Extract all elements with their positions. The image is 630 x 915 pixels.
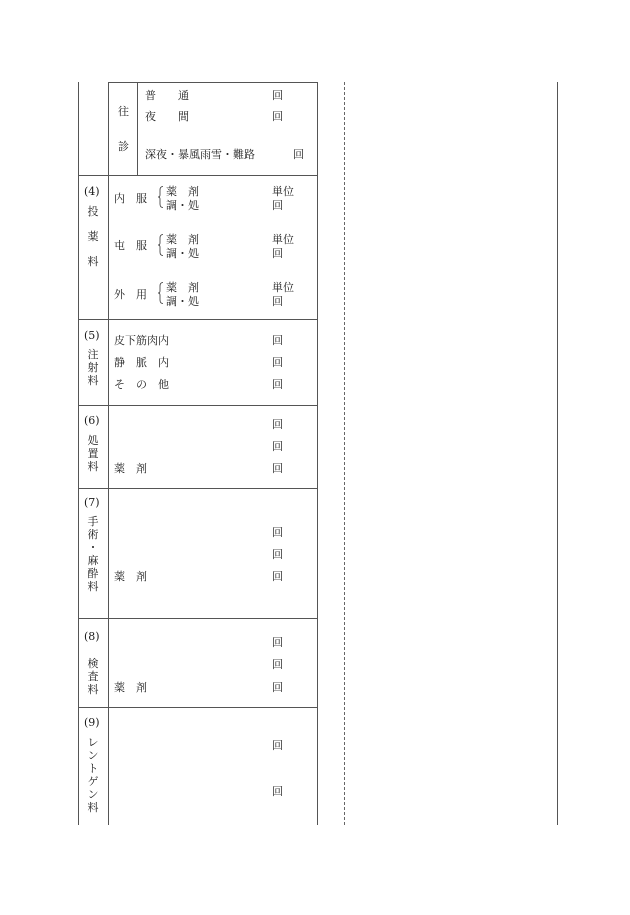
section-label-char: 投 [87, 205, 99, 218]
count-unit: 回 [272, 462, 283, 475]
section-label-char: 検 [87, 657, 99, 670]
drug-label: 薬 剤 [114, 681, 147, 694]
injection-row-label: 皮下筋肉内 [114, 334, 169, 347]
row-divider-shochi [78, 488, 317, 489]
oushin-row-label: 夜 間 [145, 110, 189, 123]
section-number: (8) [84, 630, 100, 643]
section-label-char: 手 [87, 515, 99, 528]
oushin-row-unit: 回 [272, 89, 283, 102]
drug-label: 薬 剤 [114, 462, 147, 475]
section-number: (6) [84, 414, 100, 427]
content-column-right-border [317, 82, 318, 825]
count-unit: 回 [272, 636, 283, 649]
injection-row-unit: 回 [272, 378, 283, 391]
left-brace-icon [158, 186, 163, 208]
medication-group-name: 屯 服 [114, 239, 147, 252]
section-label-char: 注 [87, 348, 99, 361]
section-label-vertical [86, 206, 100, 269]
right-border [557, 82, 558, 825]
section-number: (7) [84, 496, 100, 509]
count-unit: 回 [272, 739, 283, 752]
medication-item-unit: 回 [272, 295, 283, 308]
left-brace-icon [158, 282, 163, 304]
section-label-char: 料 [87, 460, 99, 473]
medication-item-label: 調・処 [166, 199, 199, 212]
oushin-row-unit: 回 [272, 110, 283, 123]
row-divider-toyaku [78, 319, 317, 320]
section-label-char: 料 [87, 683, 99, 696]
section-label-vertical [86, 737, 100, 815]
row-divider-chusha [78, 405, 317, 406]
section-label-char: レ [87, 736, 99, 749]
left-border [78, 82, 79, 825]
injection-row-label: 静 脈 内 [114, 356, 169, 369]
section-label-char: 料 [87, 255, 99, 268]
count-unit: 回 [272, 526, 283, 539]
count-unit: 回 [272, 418, 283, 431]
section-number: (9) [84, 716, 100, 729]
oushin-label-1: 往 [118, 105, 129, 118]
medication-item-unit: 回 [272, 199, 283, 212]
oushin-row-label: 深夜・暴風雨雪・難路 [145, 148, 255, 161]
section-label-char: 薬 [87, 230, 99, 243]
section-label-char: 査 [87, 670, 99, 683]
section-label-char: ト [87, 762, 99, 775]
injection-row-unit: 回 [272, 356, 283, 369]
count-unit: 回 [272, 785, 283, 798]
medication-item-unit: 単位 [272, 233, 294, 246]
medication-item-label: 薬 剤 [166, 233, 199, 246]
count-unit: 回 [272, 570, 283, 583]
oushin-row-unit: 回 [293, 148, 304, 161]
medication-item-label: 調・処 [166, 295, 199, 308]
medication-group-name: 内 服 [114, 192, 147, 205]
section-label-char: 麻 [87, 554, 99, 567]
medication-item-unit: 回 [272, 247, 283, 260]
medication-item-unit: 単位 [272, 185, 294, 198]
section-label-char: 酔 [87, 567, 99, 580]
section-number: (4) [84, 185, 100, 198]
section-label-char: 料 [87, 374, 99, 387]
injection-row-label: そ の 他 [114, 378, 169, 391]
row-divider-kensa [78, 707, 317, 708]
section-label-vertical [86, 349, 100, 388]
section-label-char: ン [87, 788, 99, 801]
count-unit: 回 [272, 548, 283, 561]
medication-item-label: 調・処 [166, 247, 199, 260]
oushin-label-2: 診 [118, 140, 129, 153]
row-divider-oushin [78, 175, 317, 176]
medication-item-label: 薬 剤 [166, 185, 199, 198]
medication-item-label: 薬 剤 [166, 281, 199, 294]
section-label-char: 料 [87, 580, 99, 593]
section-label-char: 射 [87, 361, 99, 374]
count-unit: 回 [272, 440, 283, 453]
section-label-char: ゲ [87, 775, 99, 788]
section-label-char: ン [87, 749, 99, 762]
medication-item-unit: 単位 [272, 281, 294, 294]
count-unit: 回 [272, 658, 283, 671]
left-brace-icon [158, 234, 163, 256]
injection-row-unit: 回 [272, 334, 283, 347]
drug-label: 薬 剤 [114, 570, 147, 583]
section-number: (5) [84, 329, 100, 342]
count-unit: 回 [272, 681, 283, 694]
row-divider-shujutsu [78, 618, 317, 619]
section-label-vertical [86, 516, 100, 594]
oushin-label-divider [137, 82, 138, 175]
section-label-vertical [86, 658, 100, 697]
section-label-vertical [86, 435, 100, 474]
section-label-char: 料 [87, 801, 99, 814]
section-label-char: ・ [87, 541, 99, 554]
medication-group-name: 外 用 [114, 288, 147, 301]
oushin-row-label: 普 通 [145, 89, 189, 102]
section-label-char: 術 [87, 528, 99, 541]
section-label-char: 置 [87, 447, 99, 460]
dashed-column-divider [344, 82, 345, 825]
section-label-char: 処 [87, 434, 99, 447]
label-column-divider [108, 82, 109, 825]
top-border [108, 82, 317, 83]
